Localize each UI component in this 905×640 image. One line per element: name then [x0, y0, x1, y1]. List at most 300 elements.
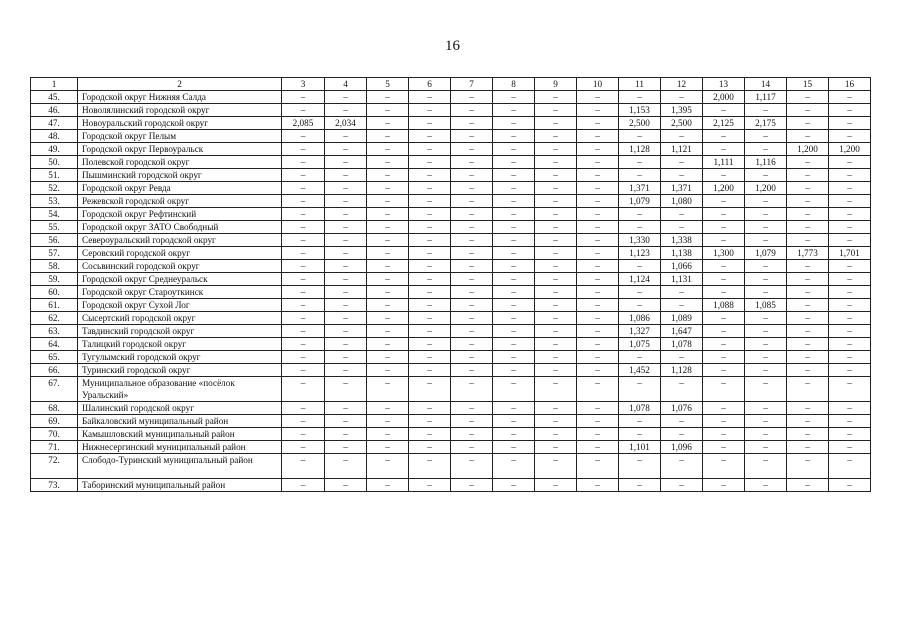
- value-cell: –: [829, 221, 871, 234]
- value-cell: –: [282, 234, 325, 247]
- value-cell: –: [535, 273, 577, 286]
- municipality-name: Нижнесергинский муниципальный район: [78, 441, 282, 454]
- row-number: 53.: [31, 195, 78, 208]
- value-cell: –: [493, 286, 535, 299]
- value-cell: –: [787, 130, 829, 143]
- value-cell: –: [325, 428, 367, 441]
- value-cell: –: [325, 364, 367, 377]
- column-header: 5: [367, 78, 409, 91]
- value-cell: 2,085: [282, 117, 325, 130]
- value-cell: –: [745, 351, 787, 364]
- value-cell: 1,078: [661, 338, 703, 351]
- value-cell: –: [745, 221, 787, 234]
- value-cell: –: [409, 312, 451, 325]
- value-cell: –: [787, 195, 829, 208]
- column-header: 4: [325, 78, 367, 91]
- value-cell: –: [367, 143, 409, 156]
- value-cell: –: [451, 364, 493, 377]
- value-cell: –: [535, 325, 577, 338]
- value-cell: –: [367, 479, 409, 492]
- table-row: [31, 195, 871, 208]
- value-cell: –: [325, 273, 367, 286]
- value-cell: –: [493, 454, 535, 479]
- value-cell: –: [409, 169, 451, 182]
- table-row: [31, 364, 871, 377]
- value-cell: –: [493, 195, 535, 208]
- value-cell: –: [661, 377, 703, 402]
- value-cell: –: [619, 428, 661, 441]
- value-cell: –: [282, 402, 325, 415]
- value-cell: –: [535, 91, 577, 104]
- value-cell: –: [661, 415, 703, 428]
- value-cell: 1,096: [661, 441, 703, 454]
- municipality-name: Новоуральский городской округ: [78, 117, 282, 130]
- value-cell: –: [577, 143, 619, 156]
- table-row: [31, 182, 871, 195]
- table-row: [31, 441, 871, 454]
- value-cell: –: [787, 479, 829, 492]
- value-cell: –: [745, 364, 787, 377]
- value-cell: –: [703, 402, 745, 415]
- value-cell: –: [661, 428, 703, 441]
- value-cell: –: [451, 299, 493, 312]
- value-cell: –: [451, 286, 493, 299]
- value-cell: –: [325, 104, 367, 117]
- value-cell: –: [745, 104, 787, 117]
- municipality-name: Городской округ Сухой Лог: [78, 299, 282, 312]
- row-number: 59.: [31, 273, 78, 286]
- value-cell: –: [745, 454, 787, 479]
- value-cell: –: [619, 260, 661, 273]
- value-cell: –: [325, 195, 367, 208]
- value-cell: –: [409, 260, 451, 273]
- row-number: 51.: [31, 169, 78, 182]
- value-cell: –: [409, 441, 451, 454]
- value-cell: –: [829, 104, 871, 117]
- value-cell: –: [577, 234, 619, 247]
- row-number: 61.: [31, 299, 78, 312]
- value-cell: –: [282, 325, 325, 338]
- value-cell: –: [493, 273, 535, 286]
- value-cell: –: [829, 130, 871, 143]
- value-cell: –: [535, 260, 577, 273]
- municipality-name: Слободо-Туринский муниципальный район: [78, 454, 282, 479]
- value-cell: –: [829, 234, 871, 247]
- value-cell: 1,080: [661, 195, 703, 208]
- value-cell: 1,330: [619, 234, 661, 247]
- value-cell: –: [282, 273, 325, 286]
- value-cell: –: [787, 117, 829, 130]
- row-number: 48.: [31, 130, 78, 143]
- value-cell: 1,076: [661, 402, 703, 415]
- value-cell: –: [535, 286, 577, 299]
- value-cell: –: [535, 441, 577, 454]
- value-cell: –: [787, 441, 829, 454]
- value-cell: –: [493, 351, 535, 364]
- row-number: 55.: [31, 221, 78, 234]
- value-cell: –: [577, 260, 619, 273]
- table-row: [31, 351, 871, 364]
- municipality-name: Пышминский городской округ: [78, 169, 282, 182]
- value-cell: –: [451, 234, 493, 247]
- table-row: [31, 208, 871, 221]
- municipality-name: Сысертский городской округ: [78, 312, 282, 325]
- value-cell: –: [535, 195, 577, 208]
- value-cell: –: [282, 286, 325, 299]
- value-cell: –: [535, 479, 577, 492]
- value-cell: –: [409, 182, 451, 195]
- value-cell: –: [577, 312, 619, 325]
- value-cell: –: [787, 234, 829, 247]
- value-cell: –: [493, 479, 535, 492]
- row-number: 56.: [31, 234, 78, 247]
- value-cell: –: [745, 479, 787, 492]
- value-cell: 2,500: [619, 117, 661, 130]
- column-header: 15: [787, 78, 829, 91]
- value-cell: –: [409, 143, 451, 156]
- value-cell: –: [577, 221, 619, 234]
- value-cell: –: [493, 364, 535, 377]
- value-cell: –: [325, 377, 367, 402]
- value-cell: –: [325, 325, 367, 338]
- value-cell: –: [367, 286, 409, 299]
- value-cell: –: [493, 221, 535, 234]
- row-number: 72.: [31, 454, 78, 479]
- column-header: 14: [745, 78, 787, 91]
- municipality-name: Городской округ Нижняя Салда: [78, 91, 282, 104]
- value-cell: –: [577, 286, 619, 299]
- value-cell: –: [451, 428, 493, 441]
- value-cell: –: [451, 312, 493, 325]
- value-cell: 1,200: [745, 182, 787, 195]
- value-cell: 1,371: [661, 182, 703, 195]
- value-cell: –: [451, 130, 493, 143]
- table-row: [31, 117, 871, 130]
- value-cell: –: [577, 415, 619, 428]
- value-cell: –: [451, 338, 493, 351]
- value-cell: –: [829, 91, 871, 104]
- row-number: 65.: [31, 351, 78, 364]
- table-row: [31, 104, 871, 117]
- value-cell: –: [325, 286, 367, 299]
- row-number: 50.: [31, 156, 78, 169]
- value-cell: –: [325, 156, 367, 169]
- value-cell: –: [493, 117, 535, 130]
- value-cell: 1,200: [703, 182, 745, 195]
- value-cell: –: [451, 156, 493, 169]
- value-cell: –: [409, 130, 451, 143]
- value-cell: 1,121: [661, 143, 703, 156]
- value-cell: –: [577, 428, 619, 441]
- value-cell: –: [451, 169, 493, 182]
- value-cell: –: [367, 364, 409, 377]
- value-cell: –: [282, 338, 325, 351]
- value-cell: –: [325, 91, 367, 104]
- value-cell: –: [577, 91, 619, 104]
- value-cell: –: [829, 428, 871, 441]
- value-cell: 2,500: [661, 117, 703, 130]
- value-cell: –: [282, 428, 325, 441]
- value-cell: –: [661, 221, 703, 234]
- municipality-name: Талицкий городской округ: [78, 338, 282, 351]
- municipality-name: Камышловский муниципальный район: [78, 428, 282, 441]
- value-cell: –: [661, 169, 703, 182]
- value-cell: –: [703, 286, 745, 299]
- value-cell: –: [493, 377, 535, 402]
- value-cell: 1,116: [745, 156, 787, 169]
- value-cell: –: [367, 260, 409, 273]
- value-cell: –: [535, 182, 577, 195]
- table-row: [31, 338, 871, 351]
- value-cell: –: [661, 208, 703, 221]
- value-cell: –: [409, 454, 451, 479]
- value-cell: –: [787, 299, 829, 312]
- value-cell: –: [703, 351, 745, 364]
- value-cell: –: [703, 454, 745, 479]
- value-cell: –: [577, 299, 619, 312]
- value-cell: –: [577, 156, 619, 169]
- municipality-name: Тавдинский городской округ: [78, 325, 282, 338]
- value-cell: –: [829, 377, 871, 402]
- value-cell: –: [535, 377, 577, 402]
- value-cell: –: [577, 117, 619, 130]
- value-cell: 1,079: [619, 195, 661, 208]
- row-number: 64.: [31, 338, 78, 351]
- value-cell: –: [577, 364, 619, 377]
- row-number: 47.: [31, 117, 78, 130]
- municipality-name: Сосьвинский городской округ: [78, 260, 282, 273]
- column-header: 8: [493, 78, 535, 91]
- value-cell: –: [703, 234, 745, 247]
- value-cell: –: [409, 156, 451, 169]
- value-cell: –: [703, 195, 745, 208]
- value-cell: –: [367, 130, 409, 143]
- value-cell: –: [829, 208, 871, 221]
- row-number: 63.: [31, 325, 78, 338]
- row-number: 69.: [31, 415, 78, 428]
- municipality-name: Байкаловский муниципальный район: [78, 415, 282, 428]
- value-cell: –: [703, 364, 745, 377]
- value-cell: –: [325, 415, 367, 428]
- table-row: [31, 221, 871, 234]
- value-cell: –: [577, 454, 619, 479]
- value-cell: 1,200: [787, 143, 829, 156]
- value-cell: –: [661, 156, 703, 169]
- page-number: 16: [445, 38, 460, 54]
- value-cell: 1,138: [661, 247, 703, 260]
- value-cell: 1,371: [619, 182, 661, 195]
- value-cell: –: [661, 299, 703, 312]
- value-cell: –: [493, 130, 535, 143]
- municipality-name: Таборинский муниципальный район: [78, 479, 282, 492]
- value-cell: –: [619, 221, 661, 234]
- value-cell: –: [451, 415, 493, 428]
- value-cell: –: [703, 428, 745, 441]
- value-cell: 2,125: [703, 117, 745, 130]
- value-cell: –: [282, 312, 325, 325]
- value-cell: –: [787, 402, 829, 415]
- value-cell: –: [577, 273, 619, 286]
- municipality-name: Городской округ Пелым: [78, 130, 282, 143]
- value-cell: –: [577, 441, 619, 454]
- value-cell: –: [577, 208, 619, 221]
- value-cell: –: [325, 312, 367, 325]
- table-row: [31, 402, 871, 415]
- column-header: 3: [282, 78, 325, 91]
- value-cell: –: [409, 299, 451, 312]
- value-cell: –: [535, 247, 577, 260]
- column-header: 11: [619, 78, 661, 91]
- value-cell: –: [619, 130, 661, 143]
- value-cell: –: [282, 364, 325, 377]
- value-cell: –: [829, 415, 871, 428]
- value-cell: –: [409, 195, 451, 208]
- value-cell: –: [367, 195, 409, 208]
- value-cell: –: [451, 454, 493, 479]
- value-cell: –: [493, 247, 535, 260]
- value-cell: –: [661, 91, 703, 104]
- value-cell: –: [409, 479, 451, 492]
- column-header: 1: [31, 78, 78, 91]
- value-cell: –: [367, 273, 409, 286]
- value-cell: –: [829, 351, 871, 364]
- value-cell: –: [367, 338, 409, 351]
- value-cell: –: [325, 351, 367, 364]
- municipality-name: Североуральский городской округ: [78, 234, 282, 247]
- value-cell: –: [451, 143, 493, 156]
- value-cell: –: [577, 338, 619, 351]
- row-number: 71.: [31, 441, 78, 454]
- value-cell: 1,128: [619, 143, 661, 156]
- value-cell: –: [535, 415, 577, 428]
- value-cell: –: [367, 441, 409, 454]
- value-cell: –: [619, 169, 661, 182]
- value-cell: 1,773: [787, 247, 829, 260]
- value-cell: –: [619, 208, 661, 221]
- value-cell: –: [703, 415, 745, 428]
- value-cell: –: [661, 479, 703, 492]
- value-cell: –: [367, 221, 409, 234]
- column-header: 13: [703, 78, 745, 91]
- row-number: 66.: [31, 364, 78, 377]
- value-cell: –: [325, 402, 367, 415]
- value-cell: 1,338: [661, 234, 703, 247]
- value-cell: –: [493, 325, 535, 338]
- value-cell: –: [282, 260, 325, 273]
- value-cell: –: [325, 441, 367, 454]
- row-number: 52.: [31, 182, 78, 195]
- value-cell: –: [451, 402, 493, 415]
- value-cell: –: [367, 182, 409, 195]
- row-number: 45.: [31, 91, 78, 104]
- row-number: 73.: [31, 479, 78, 492]
- table-row: [31, 143, 871, 156]
- value-cell: –: [367, 454, 409, 479]
- value-cell: –: [451, 117, 493, 130]
- value-cell: –: [493, 234, 535, 247]
- value-cell: –: [745, 130, 787, 143]
- value-cell: –: [787, 182, 829, 195]
- value-cell: –: [325, 169, 367, 182]
- table-row: [31, 415, 871, 428]
- value-cell: –: [619, 91, 661, 104]
- value-cell: –: [787, 415, 829, 428]
- value-cell: –: [325, 299, 367, 312]
- value-cell: –: [829, 479, 871, 492]
- value-cell: –: [829, 117, 871, 130]
- value-cell: –: [282, 377, 325, 402]
- value-cell: –: [493, 299, 535, 312]
- value-cell: –: [535, 169, 577, 182]
- value-cell: –: [829, 299, 871, 312]
- value-cell: 1,124: [619, 273, 661, 286]
- municipality-name: Режевской городской округ: [78, 195, 282, 208]
- value-cell: –: [745, 208, 787, 221]
- value-cell: –: [745, 260, 787, 273]
- value-cell: 1,300: [703, 247, 745, 260]
- value-cell: –: [535, 454, 577, 479]
- table-row: [31, 130, 871, 143]
- value-cell: –: [282, 415, 325, 428]
- value-cell: –: [703, 221, 745, 234]
- value-cell: –: [787, 156, 829, 169]
- municipality-name: Городской округ Среднеуральск: [78, 273, 282, 286]
- value-cell: –: [829, 364, 871, 377]
- value-cell: –: [535, 402, 577, 415]
- value-cell: –: [787, 273, 829, 286]
- value-cell: –: [745, 338, 787, 351]
- value-cell: –: [829, 402, 871, 415]
- value-cell: –: [409, 325, 451, 338]
- value-cell: –: [577, 182, 619, 195]
- value-cell: –: [282, 91, 325, 104]
- value-cell: –: [703, 312, 745, 325]
- row-number: 58.: [31, 260, 78, 273]
- table-row: [31, 234, 871, 247]
- table-row: [31, 91, 871, 104]
- value-cell: –: [703, 130, 745, 143]
- value-cell: 1,153: [619, 104, 661, 117]
- value-cell: –: [577, 402, 619, 415]
- value-cell: –: [282, 104, 325, 117]
- value-cell: –: [703, 104, 745, 117]
- value-cell: –: [787, 286, 829, 299]
- value-cell: –: [703, 273, 745, 286]
- header-row: [31, 78, 871, 91]
- value-cell: –: [282, 182, 325, 195]
- value-cell: –: [829, 286, 871, 299]
- value-cell: –: [745, 143, 787, 156]
- table-row: [31, 479, 871, 492]
- value-cell: –: [451, 182, 493, 195]
- value-cell: 2,175: [745, 117, 787, 130]
- value-cell: –: [451, 325, 493, 338]
- value-cell: –: [325, 182, 367, 195]
- value-cell: –: [745, 273, 787, 286]
- value-cell: 1,078: [619, 402, 661, 415]
- value-cell: –: [745, 195, 787, 208]
- value-cell: –: [325, 208, 367, 221]
- value-cell: –: [619, 479, 661, 492]
- value-cell: –: [787, 338, 829, 351]
- municipality-name: Городской округ Рефтинский: [78, 208, 282, 221]
- value-cell: –: [745, 402, 787, 415]
- column-header: 16: [829, 78, 871, 91]
- municipality-name: Шалинский городской округ: [78, 402, 282, 415]
- value-cell: –: [535, 351, 577, 364]
- value-cell: –: [787, 325, 829, 338]
- value-cell: –: [409, 402, 451, 415]
